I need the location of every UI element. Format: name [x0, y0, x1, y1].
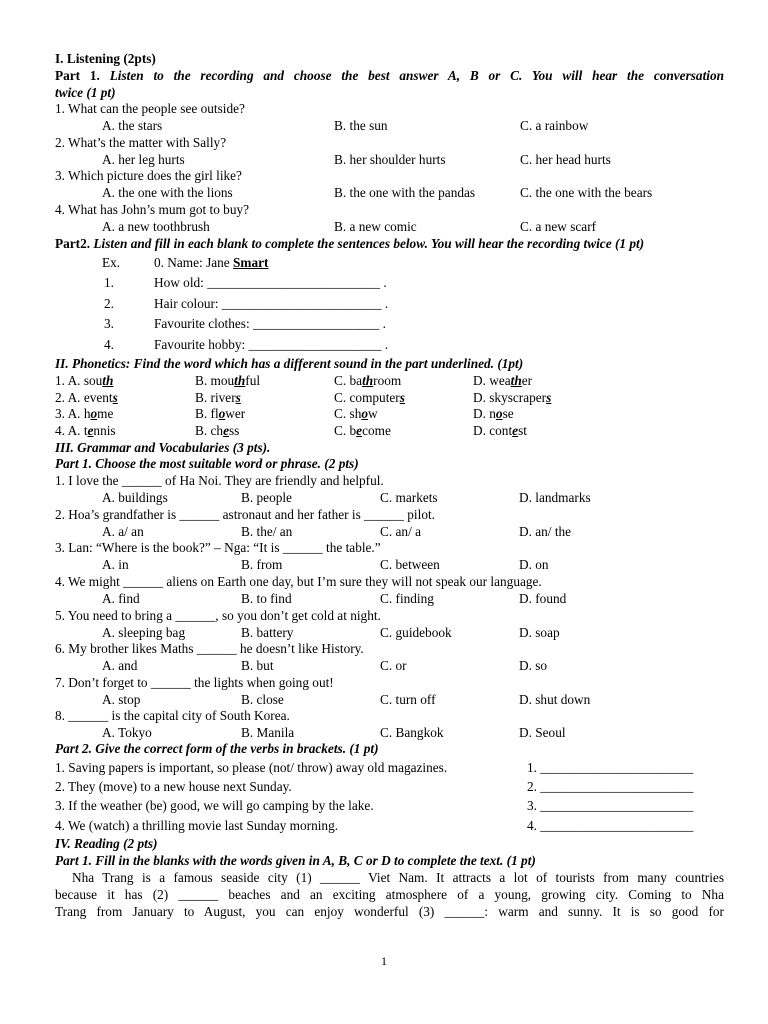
underlined-sound: o: [218, 406, 226, 421]
option-c: C. her head hurts: [520, 152, 611, 167]
question-text: 3. Which picture does the girl like?: [55, 168, 242, 183]
phonetics-q4-option-d: [473, 423, 527, 439]
word-suffix: nnis: [93, 423, 116, 438]
underlined-sound: e: [356, 423, 363, 438]
phonetics-q3-option-a: [55, 406, 113, 422]
verb-q2-text: 2. They (move) to a new house next Sunday.: [55, 779, 292, 794]
phonetics-q2-option-a: [55, 390, 118, 406]
grammar-q7-option-b: B. close: [241, 692, 284, 707]
underlined-sound: e: [512, 423, 519, 438]
grammar-q1-text: 1. I love the ______ of Ha Noi. They are friendly and helpful.: [55, 473, 384, 488]
word-prefix: 2. A. event: [55, 390, 113, 405]
underlined-sound: th: [510, 373, 522, 388]
phonetics-q1-option-d: [473, 373, 532, 389]
grammar-q6-option-a: A. and: [102, 658, 138, 673]
grammar-q8-option-d: D. Seoul: [519, 725, 566, 740]
word-prefix: C. sh: [334, 406, 362, 421]
word-prefix: C. computer: [334, 390, 400, 405]
word-prefix: D. cont: [473, 423, 513, 438]
part1-instruction-text: Listen to the recording and choose the best answer A, B or C. You will hear the conversation: [109, 68, 724, 83]
example-answer: Smart: [233, 255, 269, 270]
grammar-q3-option-a: A. in: [102, 557, 129, 572]
option-b: B. a new comic: [334, 219, 417, 234]
word-suffix: ful: [245, 373, 261, 388]
underlined-sound: s: [235, 390, 241, 405]
verb-q1-text: 1. Saving papers is important, so please (not/ throw) away old magazines.: [55, 760, 448, 775]
word-prefix: 1. A. sou: [55, 373, 103, 388]
grammar-q3-option-d: D. on: [519, 557, 549, 572]
word-prefix: C. b: [334, 423, 357, 438]
option-a: A. the one with the lions: [102, 185, 233, 200]
word-suffix: w: [368, 406, 378, 421]
phonetics-q2-option-d: [473, 390, 551, 406]
grammar-q1-option-a: A. buildings: [102, 490, 168, 505]
underlined-sound: th: [362, 373, 374, 388]
reading-para-line-2: because it has (2) ______ beaches and an exciting atmosphere of a young, growing city. Coming to Nha: [55, 887, 724, 902]
example-label: Ex.: [102, 255, 121, 270]
part2-label: Part2.: [55, 236, 91, 251]
grammar-q4-option-c: C. finding: [380, 591, 434, 606]
word-prefix: 3. A. h: [55, 406, 91, 421]
reading-para-line-3: Trang from January to August, you can enjoy wonderful (3) ______: warm and sunny. It is so good for: [55, 904, 724, 919]
section-1-heading: I. Listening (2pts): [55, 51, 156, 66]
phonetics-q4-option-c: [334, 423, 391, 439]
grammar-q6-option-c: C. or: [380, 658, 407, 673]
underlined-sound: e: [87, 423, 94, 438]
question-text: 2. What’s the matter with Sally?: [55, 135, 227, 150]
grammar-q5-option-b: B. battery: [241, 625, 294, 640]
grammar-q8-option-b: B. Manila: [241, 725, 295, 740]
phonetics-q3-option-b: [195, 406, 245, 422]
option-c: C. a rainbow: [520, 118, 589, 133]
grammar-q2-text: 2. Hoa’s grandfather is ______ astronaut and her father is ______ pilot.: [55, 507, 435, 522]
verb-q4-text: 4. We (watch) a thrilling movie last Sunday morning.: [55, 818, 339, 833]
word-suffix: se: [502, 406, 514, 421]
verb-q2-answer-blank: 2. _______________________: [527, 779, 694, 794]
phonetics-q3-option-c: [334, 406, 378, 422]
grammar-q4-option-a: A. find: [102, 591, 140, 606]
question-text: 1. What can the people see outside?: [55, 101, 245, 116]
word-suffix: room: [373, 373, 402, 388]
verb-q1-answer-blank: 1. _______________________: [527, 760, 694, 775]
grammar-part1-heading: Part 1. Choose the most suitable word or phrase. (2 pts): [55, 456, 359, 471]
section-4-heading: IV. Reading (2 pts): [55, 836, 158, 851]
grammar-q3-option-c: C. between: [380, 557, 440, 572]
grammar-q7-option-c: C. turn off: [380, 692, 436, 707]
phonetics-q1-option-a: [55, 373, 113, 389]
grammar-q6-option-d: D. so: [519, 658, 548, 673]
word-prefix: B. ch: [195, 423, 224, 438]
page-number: 1: [381, 954, 387, 968]
section-3-heading: III. Grammar and Vocabularies (3 pts).: [55, 440, 271, 455]
verb-q3-answer-blank: 3. _______________________: [527, 798, 694, 813]
grammar-q7-text: 7. Don’t forget to ______ the lights when going out!: [55, 675, 334, 690]
word-suffix: me: [97, 406, 114, 421]
phonetics-q4-option-b: [195, 423, 239, 439]
grammar-q1-option-c: C. markets: [380, 490, 438, 505]
section-2-heading: II. Phonetics: Find the word which has a different sound in the part underlined. (1pt): [55, 356, 524, 371]
underlined-sound: s: [399, 390, 405, 405]
option-b: B. her shoulder hurts: [334, 152, 446, 167]
option-c: C. the one with the bears: [520, 185, 653, 200]
grammar-q1-option-b: B. people: [241, 490, 292, 505]
verb-q4-answer-blank: 4. _______________________: [527, 818, 694, 833]
word-prefix: 4. A. t: [55, 423, 88, 438]
word-suffix: wer: [225, 406, 246, 421]
fill-item-2-num: 2.: [104, 296, 114, 311]
example-text: 0. Name: Jane: [154, 255, 230, 270]
fill-item-4-text: Favourite hobby: ____________________ .: [154, 337, 389, 352]
grammar-q8-text: 8. ______ is the capital city of South Korea.: [55, 708, 290, 723]
word-prefix: B. fl: [195, 406, 219, 421]
grammar-q5-option-a: A. sleeping bag: [102, 625, 186, 640]
phonetics-q3-option-d: [473, 406, 514, 422]
underlined-sound: o: [361, 406, 368, 421]
grammar-q4-text: 4. We might ______ aliens on Earth one day, but I’m sure they will not speak our language.: [55, 574, 542, 589]
option-a: A. a new toothbrush: [102, 219, 210, 234]
fill-item-3-text: Favourite clothes: ___________________ .: [154, 316, 386, 331]
grammar-part2-heading: Part 2. Give the correct form of the verbs in brackets. (1 pt): [55, 741, 379, 756]
grammar-q4-option-d: D. found: [519, 591, 567, 606]
part1-instruction: [55, 68, 724, 84]
option-a: A. the stars: [102, 118, 163, 133]
grammar-q7-option-d: D. shut down: [519, 692, 591, 707]
grammar-q5-option-d: D. soap: [519, 625, 560, 640]
reading-part1-heading: Part 1. Fill in the blanks with the words given in A, B, C or D to complete the text. (1 pt): [55, 853, 536, 868]
fill-item-3-num: 3.: [104, 316, 114, 331]
word-suffix: st: [518, 423, 527, 438]
part1-label: Part 1.: [55, 68, 100, 83]
underlined-sound: s: [546, 390, 552, 405]
word-prefix: D. n: [473, 406, 496, 421]
grammar-q4-option-b: B. to find: [241, 591, 292, 606]
underlined-sound: th: [234, 373, 246, 388]
option-b: B. the one with the pandas: [334, 185, 476, 200]
grammar-q3-option-b: B. from: [241, 557, 283, 572]
underlined-sound: o: [495, 406, 503, 421]
grammar-q6-text: 6. My brother likes Maths ______ he doesn’t like History.: [55, 641, 364, 656]
word-prefix: B. river: [195, 390, 236, 405]
option-a: A. her leg hurts: [102, 152, 185, 167]
grammar-q1-option-d: D. landmarks: [519, 490, 591, 505]
grammar-q2-option-a: A. a/ an: [102, 524, 144, 539]
phonetics-q1-option-b: [195, 373, 260, 389]
word-prefix: D. wea: [473, 373, 511, 388]
fill-item-4-num: 4.: [104, 337, 114, 352]
grammar-q8-option-a: A. Tokyo: [102, 725, 152, 740]
grammar-q3-text: 3. Lan: “Where is the book?” – Nga: “It is ______ the table.”: [55, 540, 381, 555]
word-prefix: B. mou: [195, 373, 235, 388]
phonetics-q2-option-b: [195, 390, 241, 406]
grammar-q6-option-b: B. but: [241, 658, 274, 673]
example-sentence: [154, 255, 268, 271]
reading-para-line-1: Nha Trang is a famous seaside city (1) ______ Viet Nam. It attracts a lot of tourists from many countries: [72, 870, 724, 885]
grammar-q5-text: 5. You need to bring a ______, so you don’t get cold at night.: [55, 608, 381, 623]
fill-item-2-text: Hair colour: ________________________ .: [154, 296, 389, 311]
question-text: 4. What has John’s mum got to buy?: [55, 202, 250, 217]
word-suffix: ss: [228, 423, 240, 438]
grammar-q2-option-d: D. an/ the: [519, 524, 572, 539]
word-prefix: C. ba: [334, 373, 363, 388]
underlined-sound: th: [102, 373, 114, 388]
word-suffix: er: [521, 373, 533, 388]
grammar-q2-option-b: B. the/ an: [241, 524, 293, 539]
grammar-q7-option-a: A. stop: [102, 692, 141, 707]
grammar-q5-option-c: C. guidebook: [380, 625, 452, 640]
fill-item-1-num: 1.: [104, 275, 114, 290]
phonetics-q4-option-a: [55, 423, 116, 439]
underlined-sound: o: [90, 406, 98, 421]
word-prefix: D. skyscraper: [473, 390, 547, 405]
verb-q3-text: 3. If the weather (be) good, we will go camping by the lake.: [55, 798, 374, 813]
underlined-sound: s: [112, 390, 118, 405]
word-suffix: come: [362, 423, 391, 438]
part2-instruction: [55, 236, 724, 252]
part2-instruction-text: Listen and fill in each blank to complete the sentences below. You will hear the recording twice (1 pt): [93, 236, 645, 251]
phonetics-q2-option-c: [334, 390, 405, 406]
option-b: B. the sun: [334, 118, 388, 133]
underlined-sound: e: [223, 423, 229, 438]
part1-instruction-2: twice (1 pt): [55, 85, 116, 100]
phonetics-q1-option-c: [334, 373, 401, 389]
fill-item-1-text: How old: __________________________ .: [154, 275, 387, 290]
grammar-q8-option-c: C. Bangkok: [380, 725, 444, 740]
option-c: C. a new scarf: [520, 219, 597, 234]
grammar-q2-option-c: C. an/ a: [380, 524, 421, 539]
